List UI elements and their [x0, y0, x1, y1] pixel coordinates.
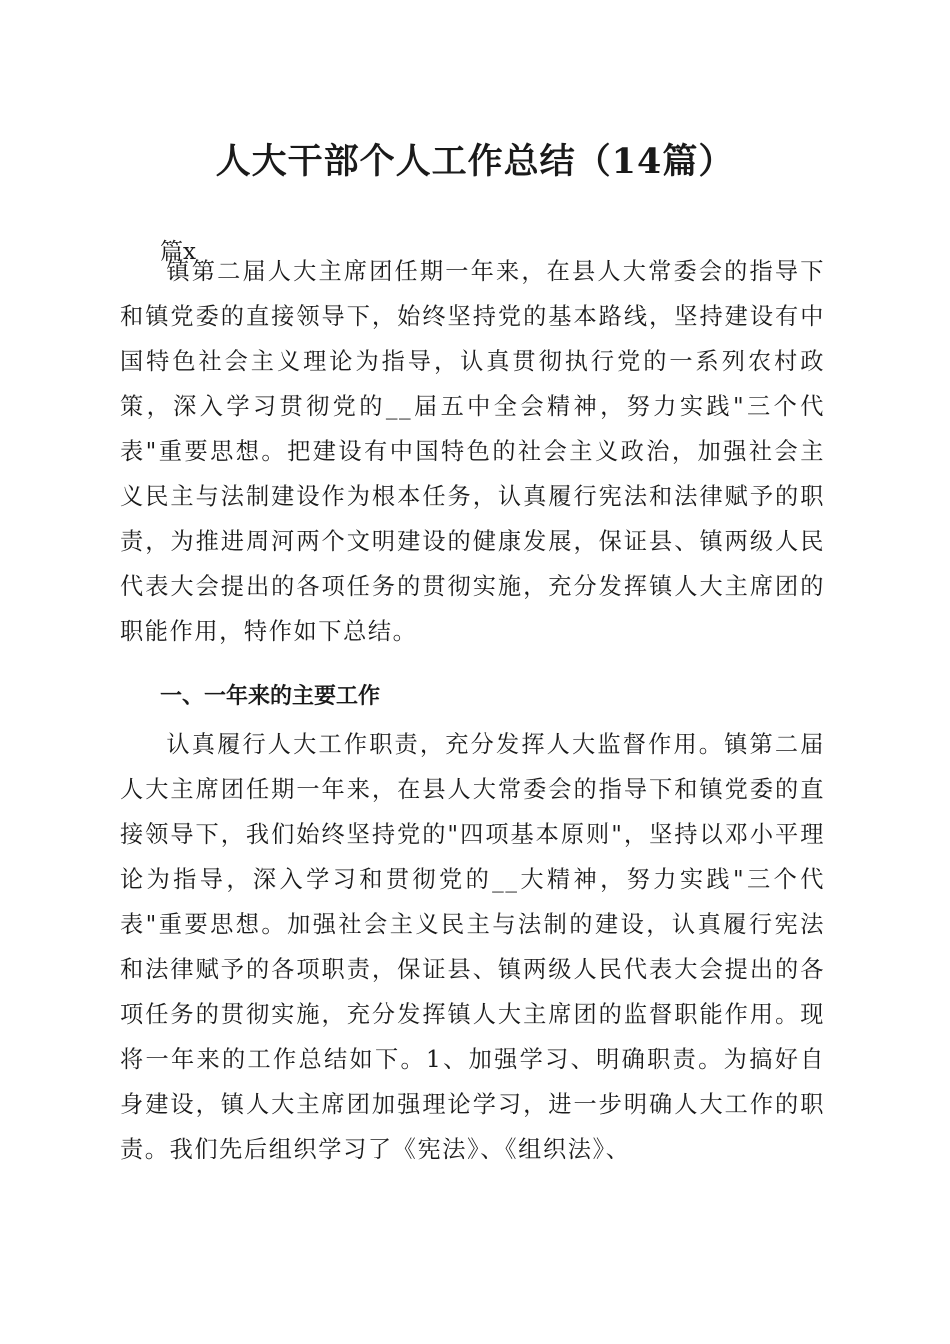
body-paragraph: 镇第二届人大主席团任期一年来，在县人大常委会的指导下和镇党委的直接领导下，始终坚持党的基本路线，坚持建设有中国特色社会主义理论为指导，认真贯彻执行党的一系列农村政策，深入学习贯彻党的__届五中全会精神，努力实践"三个代表"重要思想。把建设有中国特色的社会主义政治，加强社会主义民主与法制建设作为根本任务，认真履行宪法和法律赋予的职责，为推进周河两个文明建设的健康发展，保证县、镇两级人民代表大会提出的各项任务的贯彻实施，充分发挥镇人大主席团的职能作用，特作如下总结。 — [120, 258, 825, 645]
section-heading: 一、一年来的主要工作 — [160, 684, 381, 709]
article-label: 篇x — [160, 239, 196, 265]
document-title: 人大干部个人工作总结（14篇） — [215, 141, 735, 182]
body-paragraph: 认真履行人大工作职责，充分发挥人大监督作用。镇第二届人大主席团任期一年来，在县人大常委会的指导下和镇党委的直接领导下，我们始终坚持党的"四项基本原则"，坚持以邓小平理论为指导，深入学习和贯彻党的__大精神，努力实践"三个代表"重要思想。加强社会主义民主与法制的建设，认真履行宪法和法律赋予的各项职责，保证县、镇两级人民代表大会提出的各项任务的贯彻实施，充分发挥镇人大主席团的监督职能作用。现将一年来的工作总结如下。1、加强学习、明确职责。为搞好自身建设，镇人大主席团加强理论学习，进一步明确人大工作的职责。我们先后组织学习了《宪法》、《组织法》、 — [120, 731, 825, 1163]
